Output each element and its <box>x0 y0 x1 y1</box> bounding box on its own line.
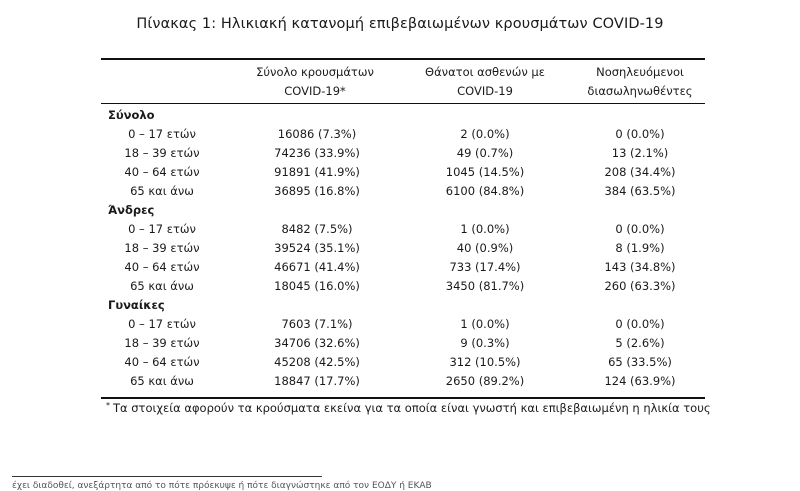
table-title: Πίνακας 1: Ηλικιακή κατανομή επιβεβαιωμένων κρουσμάτων COVID-19 <box>136 16 664 32</box>
deaths-cell: 1 (0.0%) <box>460 317 510 331</box>
header-total-cases-line1: Σύνολο κρουσμάτων <box>256 65 374 79</box>
intubated-cell: 260 (63.3%) <box>604 279 676 293</box>
intubated-cell: 0 (0.0%) <box>615 317 665 331</box>
age-label: 18 – 39 ετών <box>124 146 200 160</box>
page-footnote-rule <box>12 476 322 477</box>
intubated-cell: 5 (2.6%) <box>615 336 665 350</box>
intubated-cell: 384 (63.5%) <box>604 184 676 198</box>
cases-cell: 36895 (16.8%) <box>274 184 360 198</box>
age-label: 18 – 39 ετών <box>124 336 200 350</box>
table-row <box>101 125 705 144</box>
age-label: 40 – 64 ετών <box>124 355 200 369</box>
cases-cell: 39524 (35.1%) <box>274 241 360 255</box>
table-bottom-rule <box>101 397 705 399</box>
table-row <box>101 258 705 277</box>
deaths-cell: 49 (0.7%) <box>456 146 514 160</box>
intubated-cell: 143 (34.8%) <box>604 260 676 274</box>
footnote-marker: * <box>106 401 110 410</box>
deaths-cell: 2650 (89.2%) <box>445 374 525 388</box>
deaths-cell: 1045 (14.5%) <box>445 165 525 179</box>
age-label: 18 – 39 ετών <box>124 241 200 255</box>
deaths-cell: 3450 (81.7%) <box>445 279 525 293</box>
intubated-cell: 0 (0.0%) <box>615 222 665 236</box>
cases-cell: 7603 (7.1%) <box>281 317 353 331</box>
table-body <box>101 106 705 391</box>
table-row <box>101 182 705 201</box>
table-header-rule <box>101 103 705 104</box>
table-row <box>101 220 705 239</box>
cases-cell: 91891 (41.9%) <box>274 165 360 179</box>
deaths-cell: 312 (10.5%) <box>449 355 521 369</box>
table-row <box>101 372 705 391</box>
table-row <box>101 144 705 163</box>
table-row <box>101 334 705 353</box>
header-deaths <box>400 63 570 101</box>
group-row-total <box>101 106 705 125</box>
age-label: 0 – 17 ετών <box>128 317 196 331</box>
age-label: 0 – 17 ετών <box>128 127 196 141</box>
age-label: 65 και άνω <box>130 279 194 293</box>
group-label: Γυναίκες <box>108 298 165 312</box>
deaths-cell: 1 (0.0%) <box>460 222 510 236</box>
deaths-cell: 2 (0.0%) <box>460 127 510 141</box>
cases-cell: 18847 (17.7%) <box>274 374 360 388</box>
header-intubated-line1: Νοσηλευόμενοι <box>596 65 684 79</box>
intubated-cell: 65 (33.5%) <box>608 355 672 369</box>
age-label: 0 – 17 ετών <box>128 222 196 236</box>
cases-cell: 46671 (41.4%) <box>274 260 360 274</box>
intubated-cell: 8 (1.9%) <box>615 241 665 255</box>
cases-cell: 74236 (33.9%) <box>274 146 360 160</box>
header-intubated <box>570 63 710 101</box>
group-row-men <box>101 201 705 220</box>
header-deaths-line2: COVID-19 <box>457 84 513 98</box>
footnote-text: Τα στοιχεία αφορούν τα κρούσματα εκείνα για τα οποία είναι γνωστή και επιβεβαιωμένη η ηλικία τους <box>113 401 711 415</box>
header-total-cases <box>250 63 380 101</box>
age-label: 40 – 64 ετών <box>124 260 200 274</box>
table-row <box>101 277 705 296</box>
table-footnote <box>106 401 711 415</box>
table-top-rule <box>101 58 705 60</box>
deaths-cell: 6100 (84.8%) <box>445 184 525 198</box>
deaths-cell: 733 (17.4%) <box>449 260 521 274</box>
cases-cell: 34706 (32.6%) <box>274 336 360 350</box>
group-label: Άνδρες <box>108 203 155 217</box>
cases-cell: 18045 (16.0%) <box>274 279 360 293</box>
deaths-cell: 40 (0.9%) <box>456 241 514 255</box>
cases-cell: 16086 (7.3%) <box>277 127 357 141</box>
intubated-cell: 208 (34.4%) <box>604 165 676 179</box>
age-label: 65 και άνω <box>130 374 194 388</box>
cases-cell: 8482 (7.5%) <box>281 222 353 236</box>
table-row <box>101 163 705 182</box>
table-row <box>101 353 705 372</box>
header-deaths-line1: Θάνατοι ασθενών με <box>425 65 545 79</box>
table-row <box>101 315 705 334</box>
page-footnote-text: έχει διαδοθεί, ανεξάρτητα από το πότε πρόεκυψε ή πότε διαγνώστηκε από τον ΕΟΔΥ ή ΕΚΑΒ <box>12 481 432 491</box>
cases-cell: 45208 (42.5%) <box>274 355 360 369</box>
table-row <box>101 239 705 258</box>
header-intubated-line2: διασωληνωθέντες <box>587 84 693 98</box>
intubated-cell: 0 (0.0%) <box>615 127 665 141</box>
header-total-cases-line2: COVID-19* <box>284 84 346 98</box>
intubated-cell: 13 (2.1%) <box>611 146 669 160</box>
deaths-cell: 9 (0.3%) <box>460 336 510 350</box>
age-label: 40 – 64 ετών <box>124 165 200 179</box>
group-label: Σύνολο <box>108 108 155 122</box>
age-label: 65 και άνω <box>130 184 194 198</box>
group-row-women <box>101 296 705 315</box>
intubated-cell: 124 (63.9%) <box>604 374 676 388</box>
